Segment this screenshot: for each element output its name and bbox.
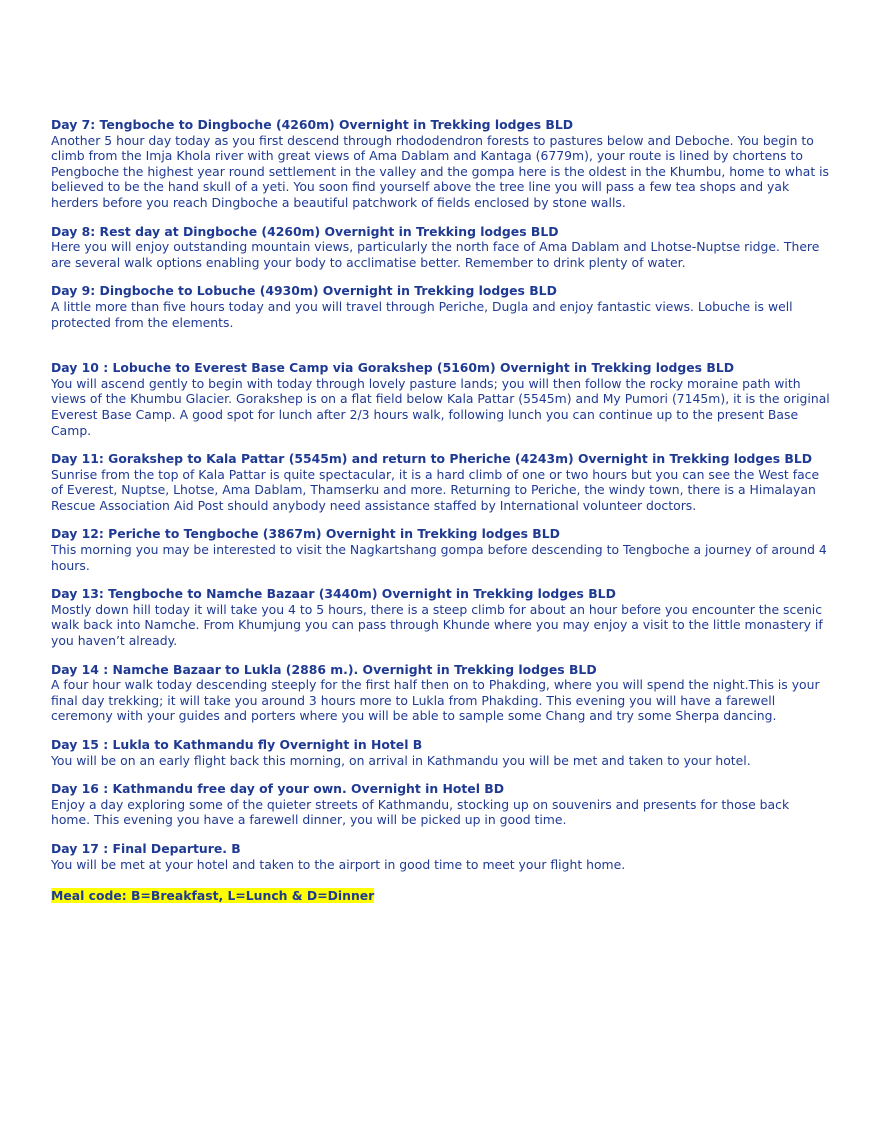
- day-heading: Day 9: Dingboche to Lobuche (4930m) Overnight in Trekking lodges BLD: [51, 283, 557, 299]
- meal-code-note: [51, 885, 830, 904]
- day-heading: Day 15 : Lukla to Kathmandu fly Overnight in Hotel B: [51, 737, 423, 752]
- day-11-section: [51, 451, 830, 513]
- day-17-section: [51, 841, 830, 872]
- day-heading: Day 10 : Lobuche to Everest Base Camp via Gorakshep (5160m) Overnight in Trekking lodges BLD: [51, 360, 734, 376]
- day-description: Here you will enjoy outstanding mountain views, particularly the north face of Ama Dablam and Lhotse-Nuptse ridge. There are several walk options enabling your body to acclimatise better. Remember to drink plenty of water.: [51, 239, 820, 270]
- day-12-section: [51, 526, 830, 573]
- day-heading: Day 11: Gorakshep to Kala Pattar (5545m) and return to Pheriche (4243m) Overnight in Trekking lodges BLD: [51, 451, 813, 467]
- day-description: You will ascend gently to begin with today through lovely pasture lands; you will then follow the rocky moraine path with views of the Khumbu Glacier. Gorakshep is on a flat field below Kala Pattar (5545m) and My Pumori (7145m), it is the original Everest Base Camp. A good spot for lunch after 2/3 hours walk, following lunch you can continue up to the present Base Camp.: [51, 375, 830, 438]
- day-description: Sunrise from the top of Kala Pattar is quite spectacular, it is a hard climb of one or two hours but you can see the West face of Everest, Nuptse, Lhotse, Ama Dablam, Thamserku and more. Returning to Periche, the windy town, there is a Himalayan Rescue Association Aid Post should anybody need assistance staffed by International volunteer doctors.: [51, 466, 820, 513]
- day-10-section: [51, 360, 830, 438]
- day-heading: Day 8: Rest day at Dingboche (4260m) Overnight in Trekking lodges BLD: [51, 223, 559, 239]
- day-heading: Day 12: Periche to Tengboche (3867m) Overnight in Trekking lodges BLD: [51, 526, 560, 542]
- day-description: Mostly down hill today it will take you 4 to 5 hours, there is a steep climb for about an hour before you encounter the scenic walk back into Namche. From Khumjung you can pass through Khunde where you may enjoy a visit to the little monastery if you haven’t already.: [51, 601, 823, 649]
- day-14-section: [51, 662, 830, 724]
- day-description: You will be met at your hotel and taken to the airport in good time to meet your flight home.: [51, 856, 626, 872]
- day-16-section: [51, 781, 830, 828]
- day-description: You will be on an early flight back this morning, on arrival in Kathmandu you will be met and taken to your hotel.: [51, 752, 751, 768]
- day-heading: Day 17 : Final Departure. B: [51, 840, 241, 856]
- day-8-section: [51, 224, 830, 271]
- day-description: A little more than five hours today and you will travel through Periche, Dugla and enjoy fantastic views. Lobuche is well protected from the elements.: [51, 298, 793, 330]
- day-heading: Day 16 : Kathmandu free day of your own. Overnight in Hotel BD: [51, 781, 505, 797]
- day-description: This morning you may be interested to visit the Nagkartshang gompa before descending to Tengboche a journey of around 4 hours.: [51, 542, 827, 573]
- meal-code-highlight: Meal code: B=Breakfast, L=Lunch & D=Dinner: [51, 888, 375, 904]
- day-15-section: [51, 737, 830, 768]
- day-13-section: [51, 586, 830, 648]
- day-heading: Day 13: Tengboche to Namche Bazaar (3440m) Overnight in Trekking lodges BLD: [51, 586, 616, 602]
- day-9-section: [51, 283, 830, 330]
- day-7-section: [51, 117, 830, 211]
- day-description: Another 5 hour day today as you first descend through rhododendron forests to pastures below and Deboche. You begin to climb from the Imja Khola river with great views of Ama Dablam and Kantaga (6779m), your route is lined by chortens to Pengboche the highest year round settlement in the valley and the gompa here is the oldest in the Khumbu, home to what is believed to be the hand skull of a yeti. You soon find yourself above the tree line you will pass a few tea shops and yak herders before you reach Dingboche a beautiful patchwork of fields enclosed by stone walls.: [51, 132, 830, 210]
- day-description: Enjoy a day exploring some of the quieter streets of Kathmandu, stocking up on souvenirs and presents for those back home. This evening you have a farewell dinner, you will be picked up in good time.: [51, 796, 790, 828]
- day-description: A four hour walk today descending steeply for the first half then on to Phakding, where you will spend the night.This is your final day trekking; it will take you around 3 hours more to Lukla from Phakding. This evening you will have a farewell ceremony with your guides and porters where you will be able to sample some Chang and try some Sherpa dancing.: [51, 677, 820, 724]
- day-heading: Day 7: Tengboche to Dingboche (4260m) Overnight in Trekking lodges BLD: [51, 117, 574, 132]
- day-heading: Day 14 : Namche Bazaar to Lukla (2886 m.). Overnight in Trekking lodges BLD: [51, 661, 597, 677]
